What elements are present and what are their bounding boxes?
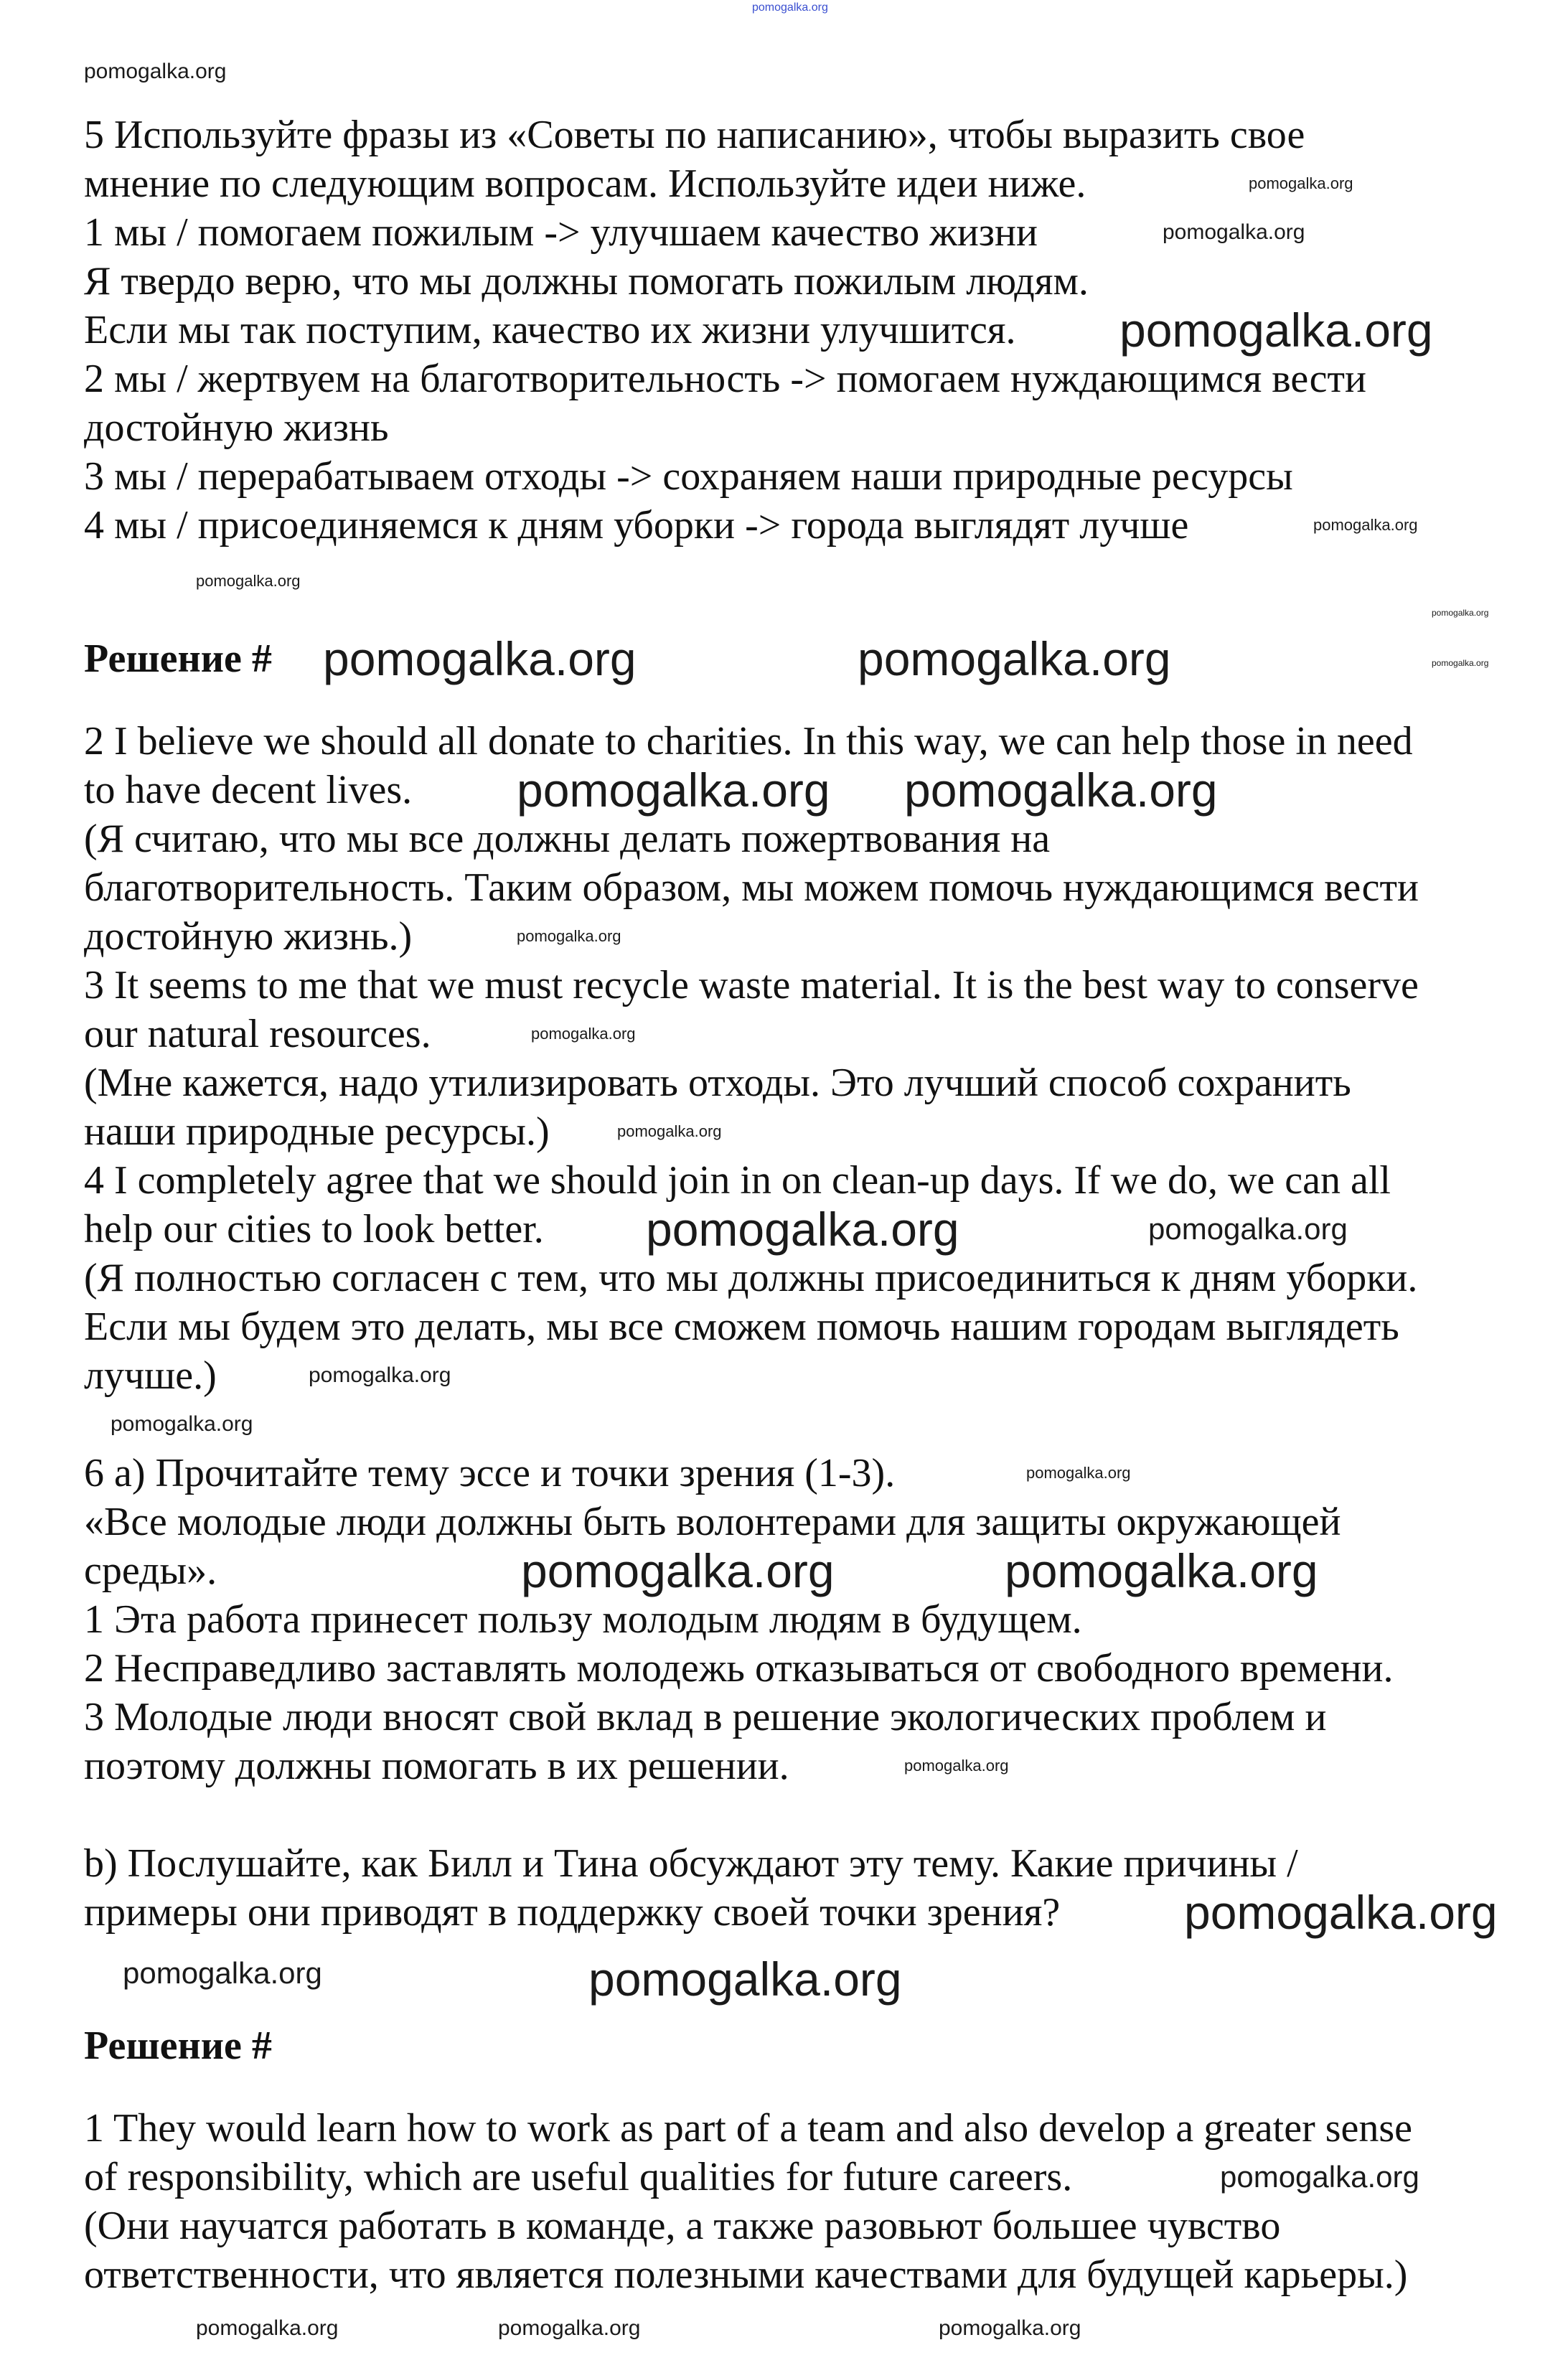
watermark: pomogalka.org	[84, 60, 227, 83]
watermark: pomogalka.org	[309, 1363, 451, 1387]
watermark: pomogalka.org	[588, 1953, 902, 2006]
watermark: pomogalka.org	[1026, 1464, 1131, 1482]
task6-line: поэтому должны помогать в их решении.	[84, 1744, 789, 1788]
watermark: pomogalka.org	[517, 763, 830, 817]
watermark: pomogalka.org	[1432, 658, 1489, 668]
task5-line: 5 Используйте фразы из «Советы по написанию», чтобы выразить свое	[84, 113, 1305, 157]
watermark: pomogalka.org	[123, 1956, 322, 1990]
solution-line: ответственности, что является полезными качествами для будущей карьеры.)	[84, 2252, 1408, 2297]
watermark: pomogalka.org	[196, 2316, 339, 2340]
task6-line: 3 Молодые люди вносят свой вклад в решение экологических проблем и	[84, 1695, 1327, 1739]
watermark: pomogalka.org	[1148, 1212, 1348, 1246]
solution-line: of responsibility, which are useful qualities for future careers.	[84, 2155, 1073, 2199]
task6-line: 6 a) Прочитайте тему эссе и точки зрения (1-3).	[84, 1451, 896, 1495]
watermark: pomogalka.org	[1249, 174, 1353, 192]
solution-line: достойную жизнь.)	[84, 914, 413, 959]
watermark: pomogalka.org	[646, 1203, 959, 1256]
watermark: pomogalka.org	[1313, 516, 1418, 534]
watermark: pomogalka.org	[1184, 1886, 1498, 1939]
watermark: pomogalka.org	[1005, 1544, 1318, 1597]
solution-line: our natural resources.	[84, 1012, 431, 1056]
solution-line: наши природные ресурсы.)	[84, 1109, 550, 1154]
watermark: pomogalka.org	[517, 927, 621, 945]
solution-line: 1 They would learn how to work as part of a team and also develop a greater sense	[84, 2106, 1413, 2151]
task5-line: 2 мы / жертвуем на благотворительность -> помогаем нуждающимся вести	[84, 357, 1366, 401]
task6-line: 2 Несправедливо заставлять молодежь отказываться от свободного времени.	[84, 1646, 1394, 1691]
task6-line: b) Послушайте, как Билл и Тина обсуждают эту тему. Какие причины /	[84, 1841, 1298, 1886]
watermark: pomogalka.org	[111, 1412, 253, 1436]
task6-line: 1 Эта работа принесет пользу молодым людям в будущем.	[84, 1597, 1082, 1642]
watermark: pomogalka.org	[752, 1, 828, 14]
task5-line: 1 мы / помогаем пожилым -> улучшаем качество жизни	[84, 210, 1038, 255]
watermark: pomogalka.org	[1163, 220, 1305, 244]
solution-line: благотворительность. Таким образом, мы можем помочь нуждающимся вести	[84, 865, 1419, 910]
solution-line: help our cities to look better.	[84, 1207, 544, 1251]
solution-line: 3 It seems to me that we must recycle waste material. It is the best way to conserve	[84, 963, 1419, 1007]
task5-line: Я твердо верю, что мы должны помогать пожилым людям.	[84, 259, 1089, 304]
solution-line: (Я полностью согласен с тем, что мы должны присоединиться к дням уборки.	[84, 1256, 1418, 1300]
watermark: pomogalka.org	[939, 2316, 1081, 2340]
solution-line: 2 I believe we should all donate to charities. In this way, we can help those in need	[84, 719, 1413, 763]
solution-line: (Они научатся работать в команде, а также разовьют большее чувство	[84, 2204, 1281, 2248]
watermark: pomogalka.org	[521, 1544, 835, 1597]
task5-line: Если мы так поступим, качество их жизни улучшится.	[84, 308, 1016, 352]
watermark: pomogalka.org	[1119, 304, 1433, 357]
solution-heading: Решение #	[84, 2024, 272, 2068]
solution-line: Если мы будем это делать, мы все сможем помочь нашим городам выглядеть	[84, 1305, 1399, 1349]
solution-line: лучше.)	[84, 1353, 217, 1398]
watermark: pomogalka.org	[196, 572, 301, 590]
watermark: pomogalka.org	[498, 2316, 641, 2340]
task5-line: мнение по следующим вопросам. Используйте идеи ниже.	[84, 161, 1086, 206]
solution-heading: Решение #	[84, 636, 272, 681]
watermark: pomogalka.org	[904, 763, 1218, 817]
watermark: pomogalka.org	[904, 1757, 1009, 1775]
solution-line: 4 I completely agree that we should join in on clean-up days. If we do, we can all	[84, 1158, 1391, 1203]
task6-line: «Все молодые люди должны быть волонтерами для защиты окружающей	[84, 1500, 1341, 1544]
task6-line: примеры они приводят в поддержку своей точки зрения?	[84, 1890, 1061, 1935]
watermark: pomogalka.org	[323, 632, 637, 685]
watermark: pomogalka.org	[858, 632, 1171, 685]
task6-line: среды».	[84, 1549, 217, 1593]
task5-line: достойную жизнь	[84, 405, 389, 450]
solution-line: to have decent lives.	[84, 768, 413, 812]
solution-line: (Я считаю, что мы все должны делать пожертвования на	[84, 817, 1051, 861]
task5-line: 3 мы / перерабатываем отходы -> сохраняем наши природные ресурсы	[84, 454, 1293, 499]
watermark: pomogalka.org	[531, 1025, 636, 1043]
watermark: pomogalka.org	[617, 1122, 722, 1140]
watermark: pomogalka.org	[1220, 2160, 1419, 2194]
solution-line: (Мне кажется, надо утилизировать отходы. Это лучший способ сохранить	[84, 1061, 1351, 1105]
watermark: pomogalka.org	[1432, 608, 1489, 618]
task5-line: 4 мы / присоединяемся к дням уборки -> города выглядят лучше	[84, 503, 1189, 548]
